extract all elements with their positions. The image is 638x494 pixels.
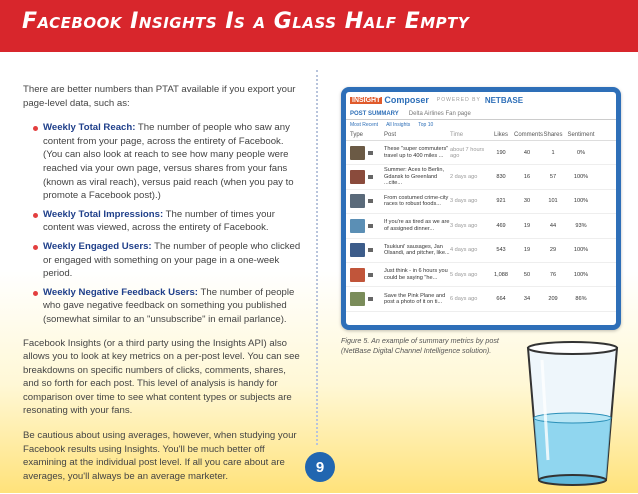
figure-links [346,120,616,130]
bullet-icon [33,291,38,296]
list-item [23,208,303,235]
post-type [346,194,384,208]
post-text: From costumed crime-city races to robust foods... [384,194,449,208]
table-header [346,130,616,141]
bullet-icon [33,126,38,131]
bullet-text: The number of people who gave negative feedback on something you published (somewhat similar to an "unsubscribe" in email parlance). [43,286,295,325]
bullet-text: The number of people who saw any content from your page, across the entirety of Facebook. (You can also look at reach to see how many people were reached via your own page, versus shares from your fans (known as viral reach), versus paid reach (when you pay to promote a Facebook post).) [43,122,294,202]
table-row [346,165,616,189]
sentiment-value: 100% [573,247,589,254]
likes-value: 190 [496,149,506,156]
post-type [346,292,384,306]
averages-paragraph: Be cautious about using averages, however, when studying your Facebook results using Insights. You'll be much better off examining at the individual post level. If all you care about are averages, you'll always be an average marketer. [23,430,297,482]
photo-icon [368,248,373,252]
comments-value: 34 [523,296,531,303]
profile-name: Delta Airlines Fan page [408,110,471,117]
table-row [346,287,616,311]
comments-value: 50 [523,271,531,278]
sentiment-value: 0% [576,149,586,156]
post-thumbnail [350,170,365,184]
shares-value: 101 [548,198,558,205]
post-time: 4 days ago [450,247,478,254]
shares-value: 44 [549,222,557,229]
likes-value: 830 [496,174,506,181]
sentiment-value: 100% [573,271,589,278]
post-text: These "super commuters" travel up to 400 miles ... [384,146,449,159]
post-time: 3 days ago [450,198,478,205]
post-type [346,219,384,233]
comments-value: 16 [523,174,531,181]
shares-value: 209 [548,296,558,303]
bullet-term: Weekly Negative Feedback Users: [43,286,198,298]
table-row [346,141,616,165]
title-banner [0,0,638,52]
photo-icon [368,273,373,277]
table-row [346,190,616,214]
column-header: Time [450,132,464,138]
post-thumbnail [350,268,365,282]
likes-value: 469 [496,222,506,229]
bullet-term: Weekly Total Reach: [43,122,136,134]
figure-caption: Figure 5. An example of summary metrics by post (NetBase Digital Channel Intelligence solution). [341,336,499,355]
photo-icon [368,151,373,155]
list-item [23,121,303,203]
link-all-insights: All Insights [386,122,411,128]
comments-value: 40 [523,149,531,156]
list-item [23,240,303,281]
column-header: Sentiment [567,132,595,138]
page-number: 9 [305,452,335,482]
bullet-text: The number of people who clicked or engaged with something on your page in a one-week period. [43,240,301,280]
post-type [346,170,384,184]
table-row [346,263,616,287]
bullet-text: The number of times your content was viewed, across the entirety of Facebook. [43,208,275,234]
post-time: 6 days ago [450,296,478,303]
figure-subheader [346,108,616,120]
post-text: If you're as tired as we are of assigned dinner... [384,219,450,232]
post-text: Just think - in 6 hours you could be saying "he... [384,268,448,281]
sentiment-value: 86% [575,296,587,303]
post-thumbnail [350,146,365,160]
post-time: 2 days ago [450,174,478,181]
shares-value: 76 [549,271,557,278]
column-header: Likes [493,132,508,138]
photo-icon [368,224,373,228]
post-summary-label: POST SUMMARY [350,110,399,117]
shares-value: 1 [551,149,555,156]
insight-composer-screenshot [341,87,621,330]
post-type [346,146,384,160]
post-time: about 7 hours ago [450,146,485,159]
bullet-term: Weekly Total Impressions: [43,208,164,220]
column-divider [316,70,318,445]
post-type [346,268,384,282]
comments-value: 30 [523,198,531,205]
sentiment-value: 100% [573,174,589,181]
column-header: Post [384,131,397,138]
photo-icon [368,199,373,203]
likes-value: 1,088 [494,271,508,278]
post-type [346,243,384,257]
post-text: Summer: Aces to Berlin, Gdansk to Greenland ...cite... [384,167,444,187]
post-thumbnail [350,243,365,257]
post-thumbnail [350,219,365,233]
composer-logo: Composer [384,95,429,105]
powered-by-label: POWERED BY [436,97,481,103]
insight-logo: INSIGHT [352,96,381,104]
comments-value: 19 [523,222,531,229]
post-thumbnail [350,292,365,306]
shares-value: 57 [549,174,557,181]
post-text: Save the Pink Plane and post a photo of it on ti... [384,292,446,306]
link-most-recent: Most Recent [350,122,379,128]
netbase-logo: NETBASE [484,95,524,105]
photo-icon [368,175,373,179]
likes-value: 543 [496,247,506,254]
table-body [346,141,616,312]
likes-value: 664 [496,296,506,303]
list-item [23,286,303,327]
sentiment-value: 100% [573,198,589,205]
post-time: 3 days ago [450,222,478,229]
post-time: 5 days ago [450,271,478,278]
table-row [346,214,616,238]
page-title: Facebook Insights Is a Glass Half Empty [22,9,470,34]
column-header: Type [350,132,364,138]
comments-value: 19 [523,247,531,254]
sentiment-value: 93% [575,222,587,229]
link-top-10: Top 10 [418,122,434,128]
insights-paragraph: Facebook Insights (or a third party using the Insights API) also allows you to look at key metrics on a per-post level. You can see breakdowns on specific numbers of clicks, comments, shares, and so forth for each post. This level of analysis is handy for comparison over time to see what content types or subjects are resonating with your fans. [23,337,300,417]
table-row [346,239,616,263]
bullet-icon [33,245,38,250]
shares-value: 29 [549,247,557,254]
photo-icon [368,297,373,301]
post-thumbnail [350,194,365,208]
bullet-term: Weekly Engaged Users: [43,240,152,252]
glass-half-empty-illustration [520,340,625,490]
figure-header [346,92,616,108]
metric-list [23,121,303,326]
likes-value: 921 [496,198,506,205]
column-header: Shares [543,132,563,138]
body-text [23,83,303,494]
intro-paragraph: There are better numbers than PTAT available if you export your page-level data, such as: [23,84,296,109]
bullet-icon [33,213,38,218]
column-header: Comments [514,132,544,138]
post-text: Tsukiuni' sausages, Jan Olsandi, and pitcher, like... [384,243,450,257]
